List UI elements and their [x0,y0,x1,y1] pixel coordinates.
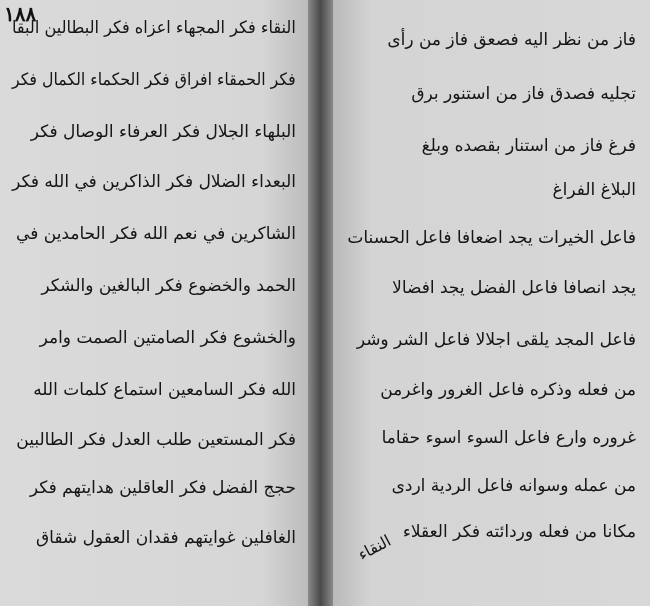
manuscript-line: الغافلين غوايتهم فقدان العقول شقاق [35,528,296,548]
manuscript-line: حجج الفضل فكر العاقلين هدايتهم فكر [29,478,296,498]
manuscript-line: الحمد والخضوع فكر البالغين والشكر [41,276,296,296]
manuscript-line: البلهاء الجلال فكر العرفاء الوصال فكر [30,122,296,142]
manuscript-line: الله فكر السامعين استماع كلمات الله [33,380,296,400]
page-number: ١٨٨ [4,2,37,26]
manuscript-line: البعداء الضلال فكر الذاكرين في الله فكر [12,172,296,192]
manuscript-line: مكانا من فعله وردائته فكر العقلاء [402,522,636,542]
manuscript-line: من فعله وذكره فاعل الغرور واغرمن [380,380,636,400]
manuscript-line: فاعل الخيرات يجد اضعافا فاعل الحسنات [347,228,636,248]
manuscript-line: فرغ فاز من استنار بقصده وبلغ [421,136,636,156]
manuscript-line: غروره وارع فاعل السوء اسوء حقاما [381,428,636,448]
manuscript-line: فاز من نظر اليه فصعق فاز من رأى [387,30,636,50]
manuscript-line: فاعل المجد يلقى اجلالا فاعل الشر وشر [356,330,636,350]
manuscript-line: والخشوع فكر الصامتين الصمت وامر [39,328,296,348]
catchword: النقاء [354,530,395,565]
left-page [0,0,308,606]
manuscript-line: تجليه فصدق فاز من استنور برق [411,84,636,104]
manuscript-line: البلاغ الفراغ [552,180,636,200]
manuscript-line: الشاكرين في نعم الله فكر الحامدين في [16,224,296,244]
manuscript-line: فكر المستعين طلب العدل فكر الطالبين [16,430,296,450]
right-page [333,0,650,606]
manuscript-line: النقاء فكر المجهاء اعزاه فكر البطالين البقا [12,18,296,38]
manuscript-line: من عمله وسوانه فاعل الردية اردى [391,476,636,496]
book-gutter [308,0,333,606]
manuscript-line: فكر الحمقاء افراق فكر الحكماء الكمال فكر [12,70,296,90]
manuscript-line: يجد انصافا فاعل الفضل يجد افضالا [392,278,636,298]
